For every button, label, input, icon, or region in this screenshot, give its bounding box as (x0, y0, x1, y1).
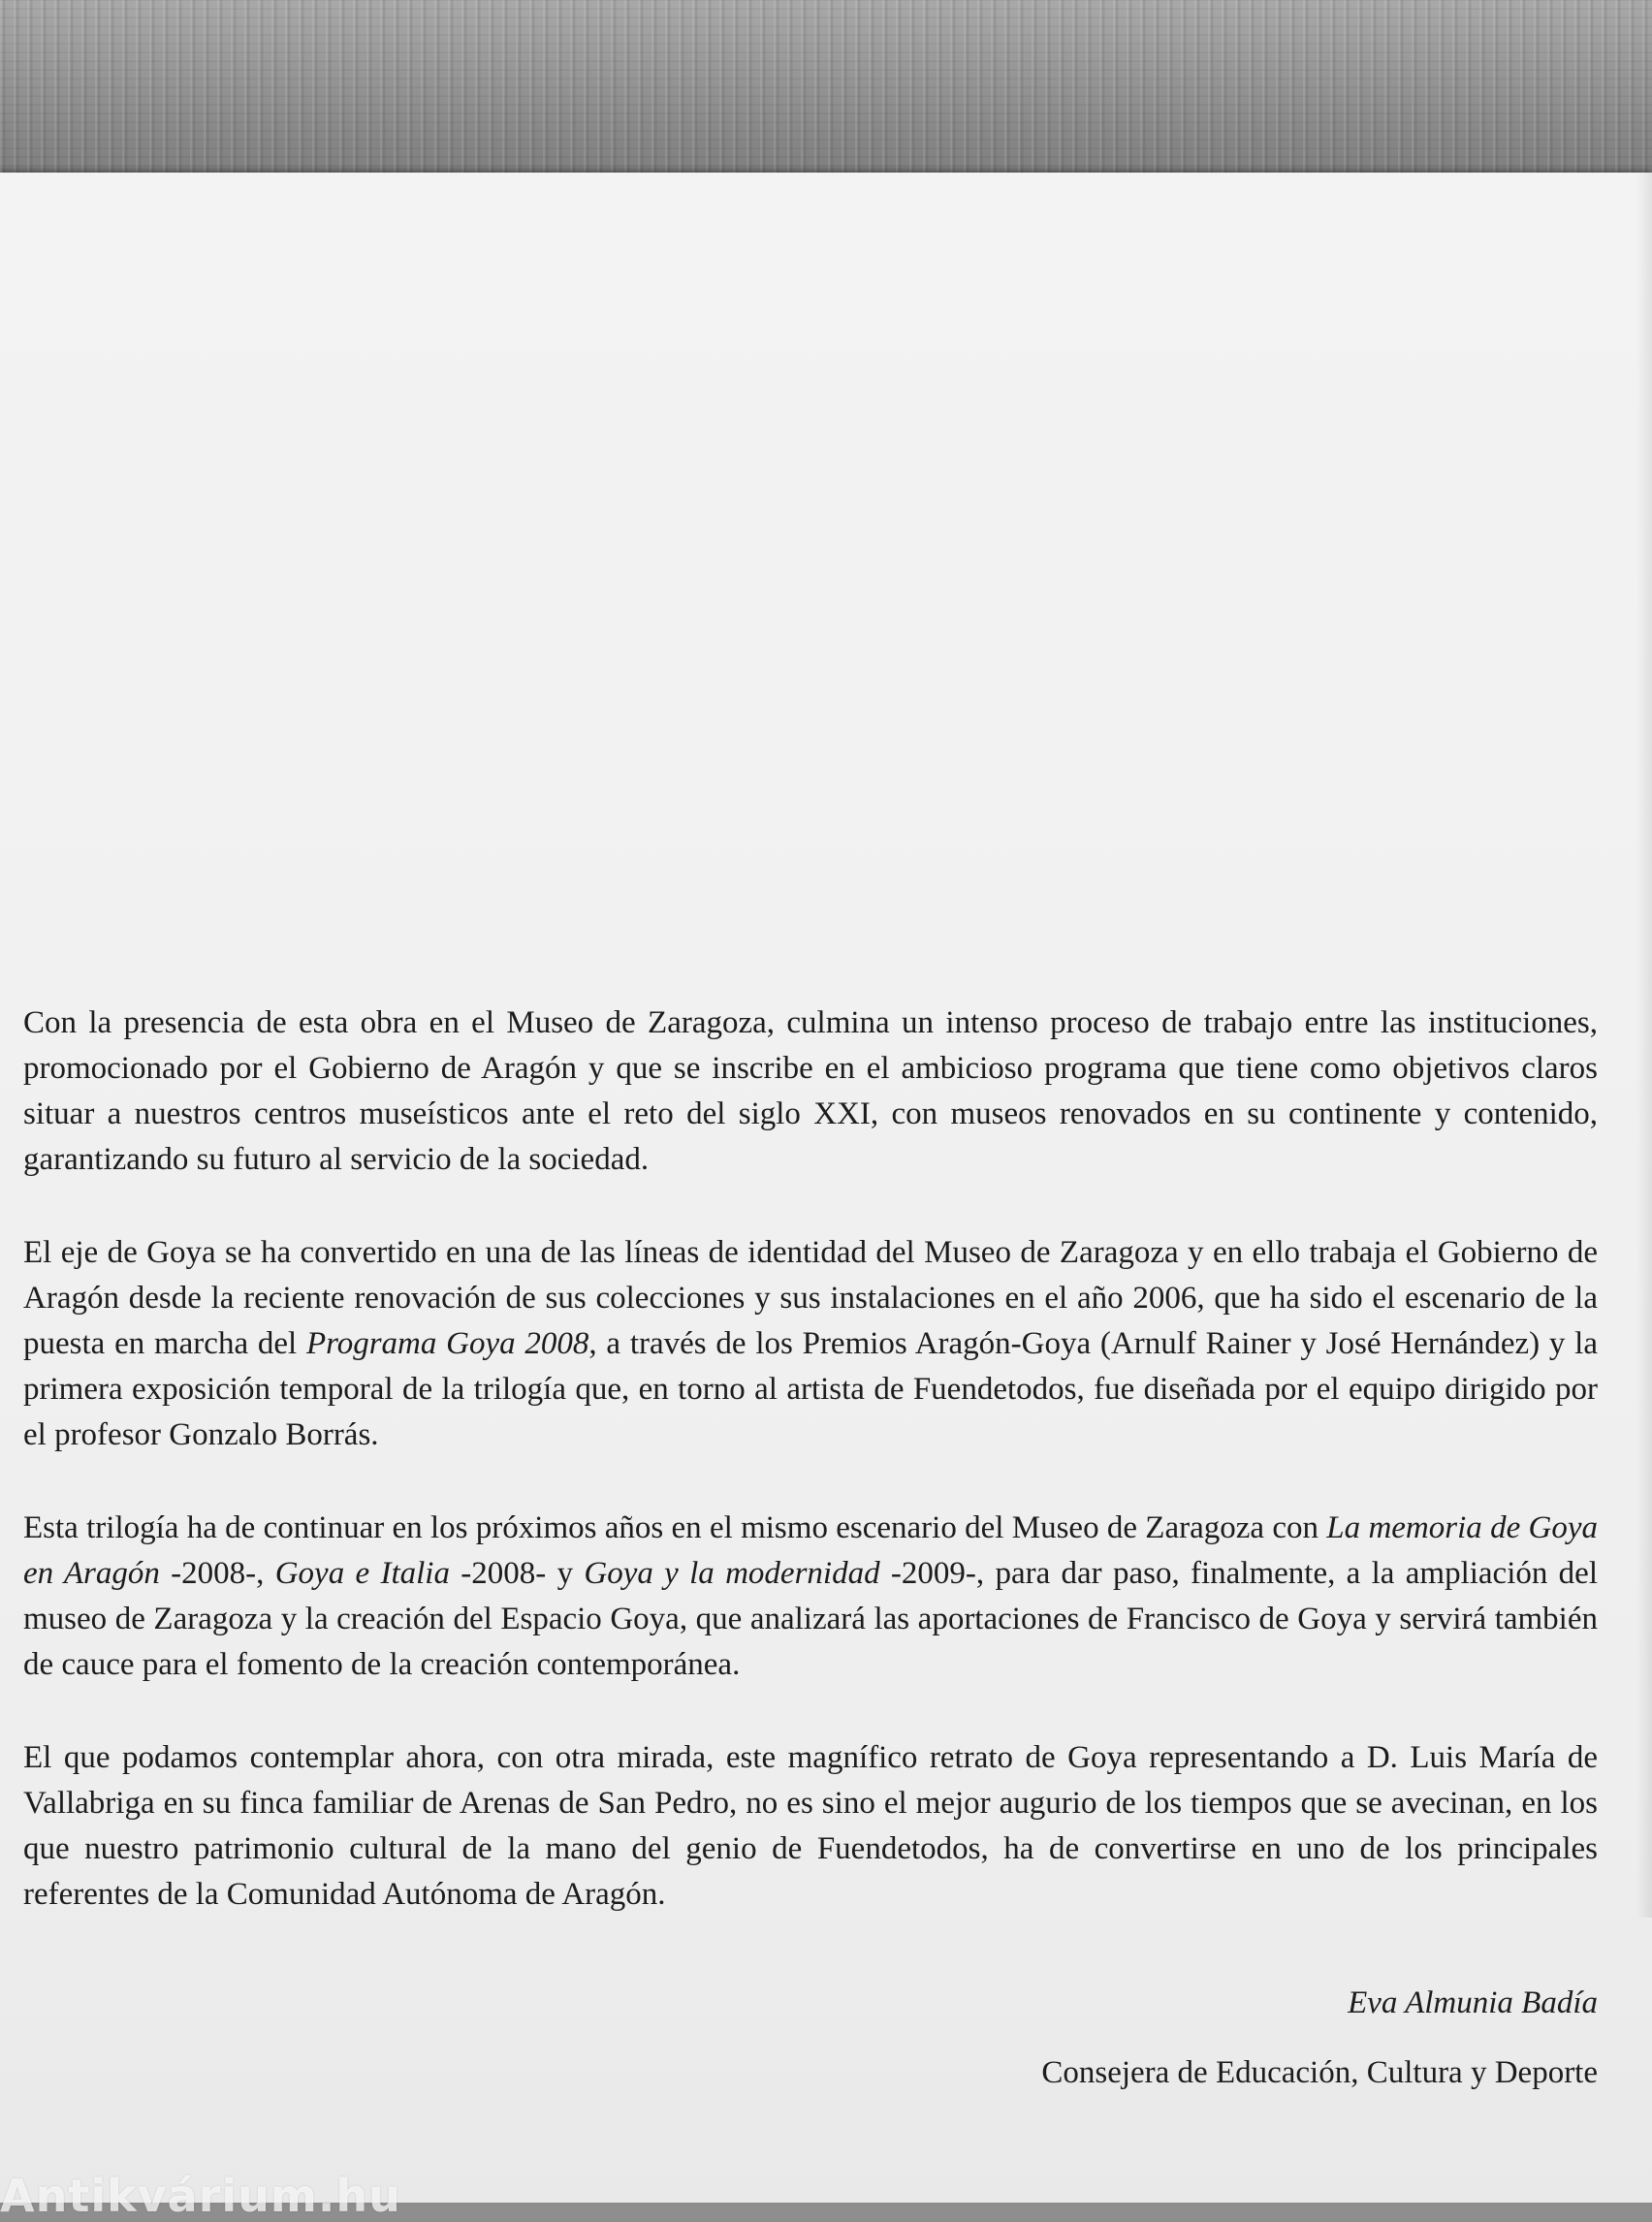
paragraph-3-text-b: -2008-, (159, 1556, 275, 1591)
paragraph-4 (23, 1735, 1598, 1918)
paragraph-3-text-d: -2009-, para dar paso, finalmente, a la ampliación del museo de Zaragoza y la creación del Espacio Goya, que analizará las aportaciones de Francisco de Goya y servirá también de cauce para el fomento de la creación contemporánea. (23, 1556, 1598, 1682)
paragraph-1 (23, 1000, 1598, 1183)
paragraph-3 (23, 1506, 1598, 1688)
author-signature: Eva Almunia Badía (1348, 1985, 1598, 2020)
program-title: Programa Goya 2008 (305, 1326, 589, 1361)
page-edge-shadow (1636, 173, 1652, 1918)
paragraph-3-text-c: -2008- y (449, 1556, 585, 1591)
paragraph-1-text: Con la presencia de esta obra en el Museo de Zaragoza, culmina un intenso proceso de trabajo entre las instituciones, promocionado por el Gobierno de Aragón y que se inscribe en el ambicioso programa que tiene como objetivos claros situar a nuestros centros museísticos ante el reto del siglo XXI, con museos renovados en su continente y contenido, garantizando su futuro al servicio de la sociedad. (23, 1005, 1598, 1177)
body-text (23, 1000, 1598, 1918)
paragraph-2-text-b: , a través de los Premios Aragón-Goya (Arnulf Rainer y José Hernández) y la primera exposición temporal de la trilogía que, en torno al artista de Fuendetodos, fue diseñada por el equipo dirigido por el profesor Gonzalo Borrás. (23, 1326, 1598, 1452)
author-position: Consejera de Educación, Cultura y Deporte (1041, 2055, 1598, 2090)
paragraph-4-text: El que podamos contemplar ahora, con otra mirada, este magnífico retrato de Goya representando a D. Luis María de Vallabriga en su finca familiar de Arenas de San Pedro, no es sino el mejor augurio de los tiempos que se avecinan, en los que nuestro patrimonio cultural de la mano del genio de Fuendetodos, ha de convertirse en uno de los principales referentes de la Comunidad Autónoma de Aragón. (23, 1740, 1598, 1912)
wood-table-background (0, 0, 1652, 184)
exhibition-title-2: Goya e Italia (274, 1556, 450, 1591)
paragraph-2-text-a: El eje de Goya se ha convertido en una de las líneas de identidad del Museo de Zaragoza y en ello trabaja el Gobierno de Aragón desde la reciente renovación de sus colecciones y sus instalaciones en el año 2006, que ha sido el escenario de la puesta en marcha del (23, 1235, 1598, 1361)
exhibition-title-3: Goya y la modernidad (584, 1556, 880, 1591)
paragraph-3-text-a: Esta trilogía ha de continuar en los próximos años en el mismo escenario del Museo de Zaragoza con (23, 1510, 1327, 1545)
exhibition-title-1: La memoria de Goya en Aragón (23, 1510, 1598, 1591)
watermark-logo: Antikvárium.hu (0, 2170, 401, 2222)
paragraph-2 (23, 1230, 1598, 1458)
